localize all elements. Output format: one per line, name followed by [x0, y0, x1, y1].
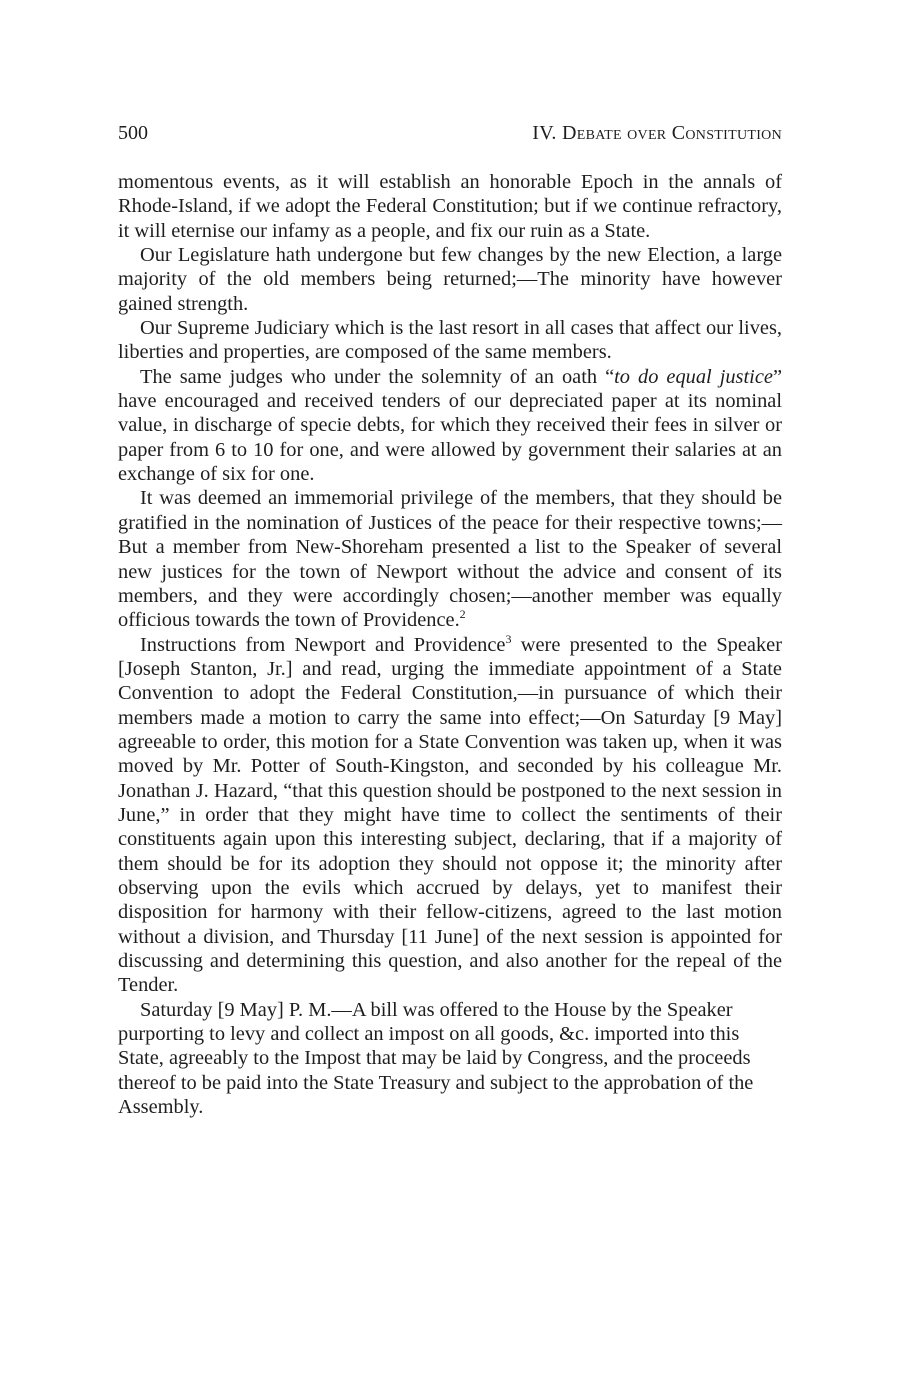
page-number: 500	[118, 122, 148, 144]
paragraph-5	[118, 486, 782, 632]
paragraph-4-start: The same judges who under the solemnity of an oath “	[140, 365, 615, 388]
document-page	[118, 122, 782, 1119]
paragraph-6	[118, 633, 782, 998]
footnote-marker-2: 2	[459, 607, 466, 622]
paragraph-2: Our Legislature hath undergone but few changes by the new Election, a large majority of the old members being returned;—The minority have however gained strength.	[118, 244, 782, 315]
paragraph-7: Saturday [9 May] P. M.—A bill was offered to the House by the Speaker purporting to levy and collect an impost on all goods, &c. imported into this State, agreeably to the Impost that may be laid by Congress, and the proceeds thereof to be paid into the State Treasury and subject to the approbation of the Assembly.	[118, 998, 754, 1119]
paragraph-1: momentous events, as it will establish an honorable Epoch in the annals of Rhode-Island, if we adopt the Federal Constitution; but if we continue refractory, it will eternise our infamy as a people, and fix our ruin as a State.	[118, 171, 782, 242]
paragraph-5-text: It was deemed an immemorial privilege of the members, that they should be gratified in the nomination of Justices of the peace for their respective towns;—But a member from New-Shoreham presented a list to the Speaker of several new justices for the town of Newport without the advice and consent of its members, and they were accordingly chosen;—another member was equally officious towards the town of Providence.	[118, 487, 782, 632]
body-text	[118, 170, 782, 1119]
paragraph-6-rest: were presented to the Speaker [Joseph Stanton, Jr.] and read, urging the immediate appointment of a State Convention to adopt the Federal Constitution,—in pursuance of which their members made a motion to carry the same into effect;—On Saturday [9 May] agreeable to order, this motion for a State Convention was taken up, when it was moved by Mr. Potter of South-Kingston, and seconded by his colleague Mr. Jonathan J. Hazard, “that this question should be postponed to the next session in June,” in order that they might have time to collect the sentiments of their constituents again upon this interesting subject, declaring, that if a majority of them should be for its adoption they should not oppose it; the minority after observing upon the evils which accrued by delays, yet to manifest their disposition for harmony with their fellow-citizens, agreed to the last motion without a division, and Thursday [11 June] of the next session is appointed for discussing and determining this question, and also another for the repeal of the Tender.	[118, 633, 782, 997]
section-title: IV. Debate over Constitution	[532, 122, 782, 144]
running-header	[118, 122, 782, 150]
paragraph-4-rest: ” have encouraged and received tenders of our depreciated paper at its nominal value, in discharge of specie debts, for which they received their fees in silver or paper from 6 to 10 for one, and were allowed by government their salaries at an exchange of six for one.	[118, 365, 782, 486]
quoted-oath: to do equal justice	[614, 365, 773, 388]
paragraph-6-start: Instructions from Newport and Providence	[140, 633, 506, 656]
footnote-marker-3: 3	[505, 631, 512, 646]
paragraph-4	[118, 365, 782, 487]
paragraph-3: Our Supreme Judiciary which is the last resort in all cases that affect our lives, liberties and properties, are composed of the same members.	[118, 317, 782, 364]
